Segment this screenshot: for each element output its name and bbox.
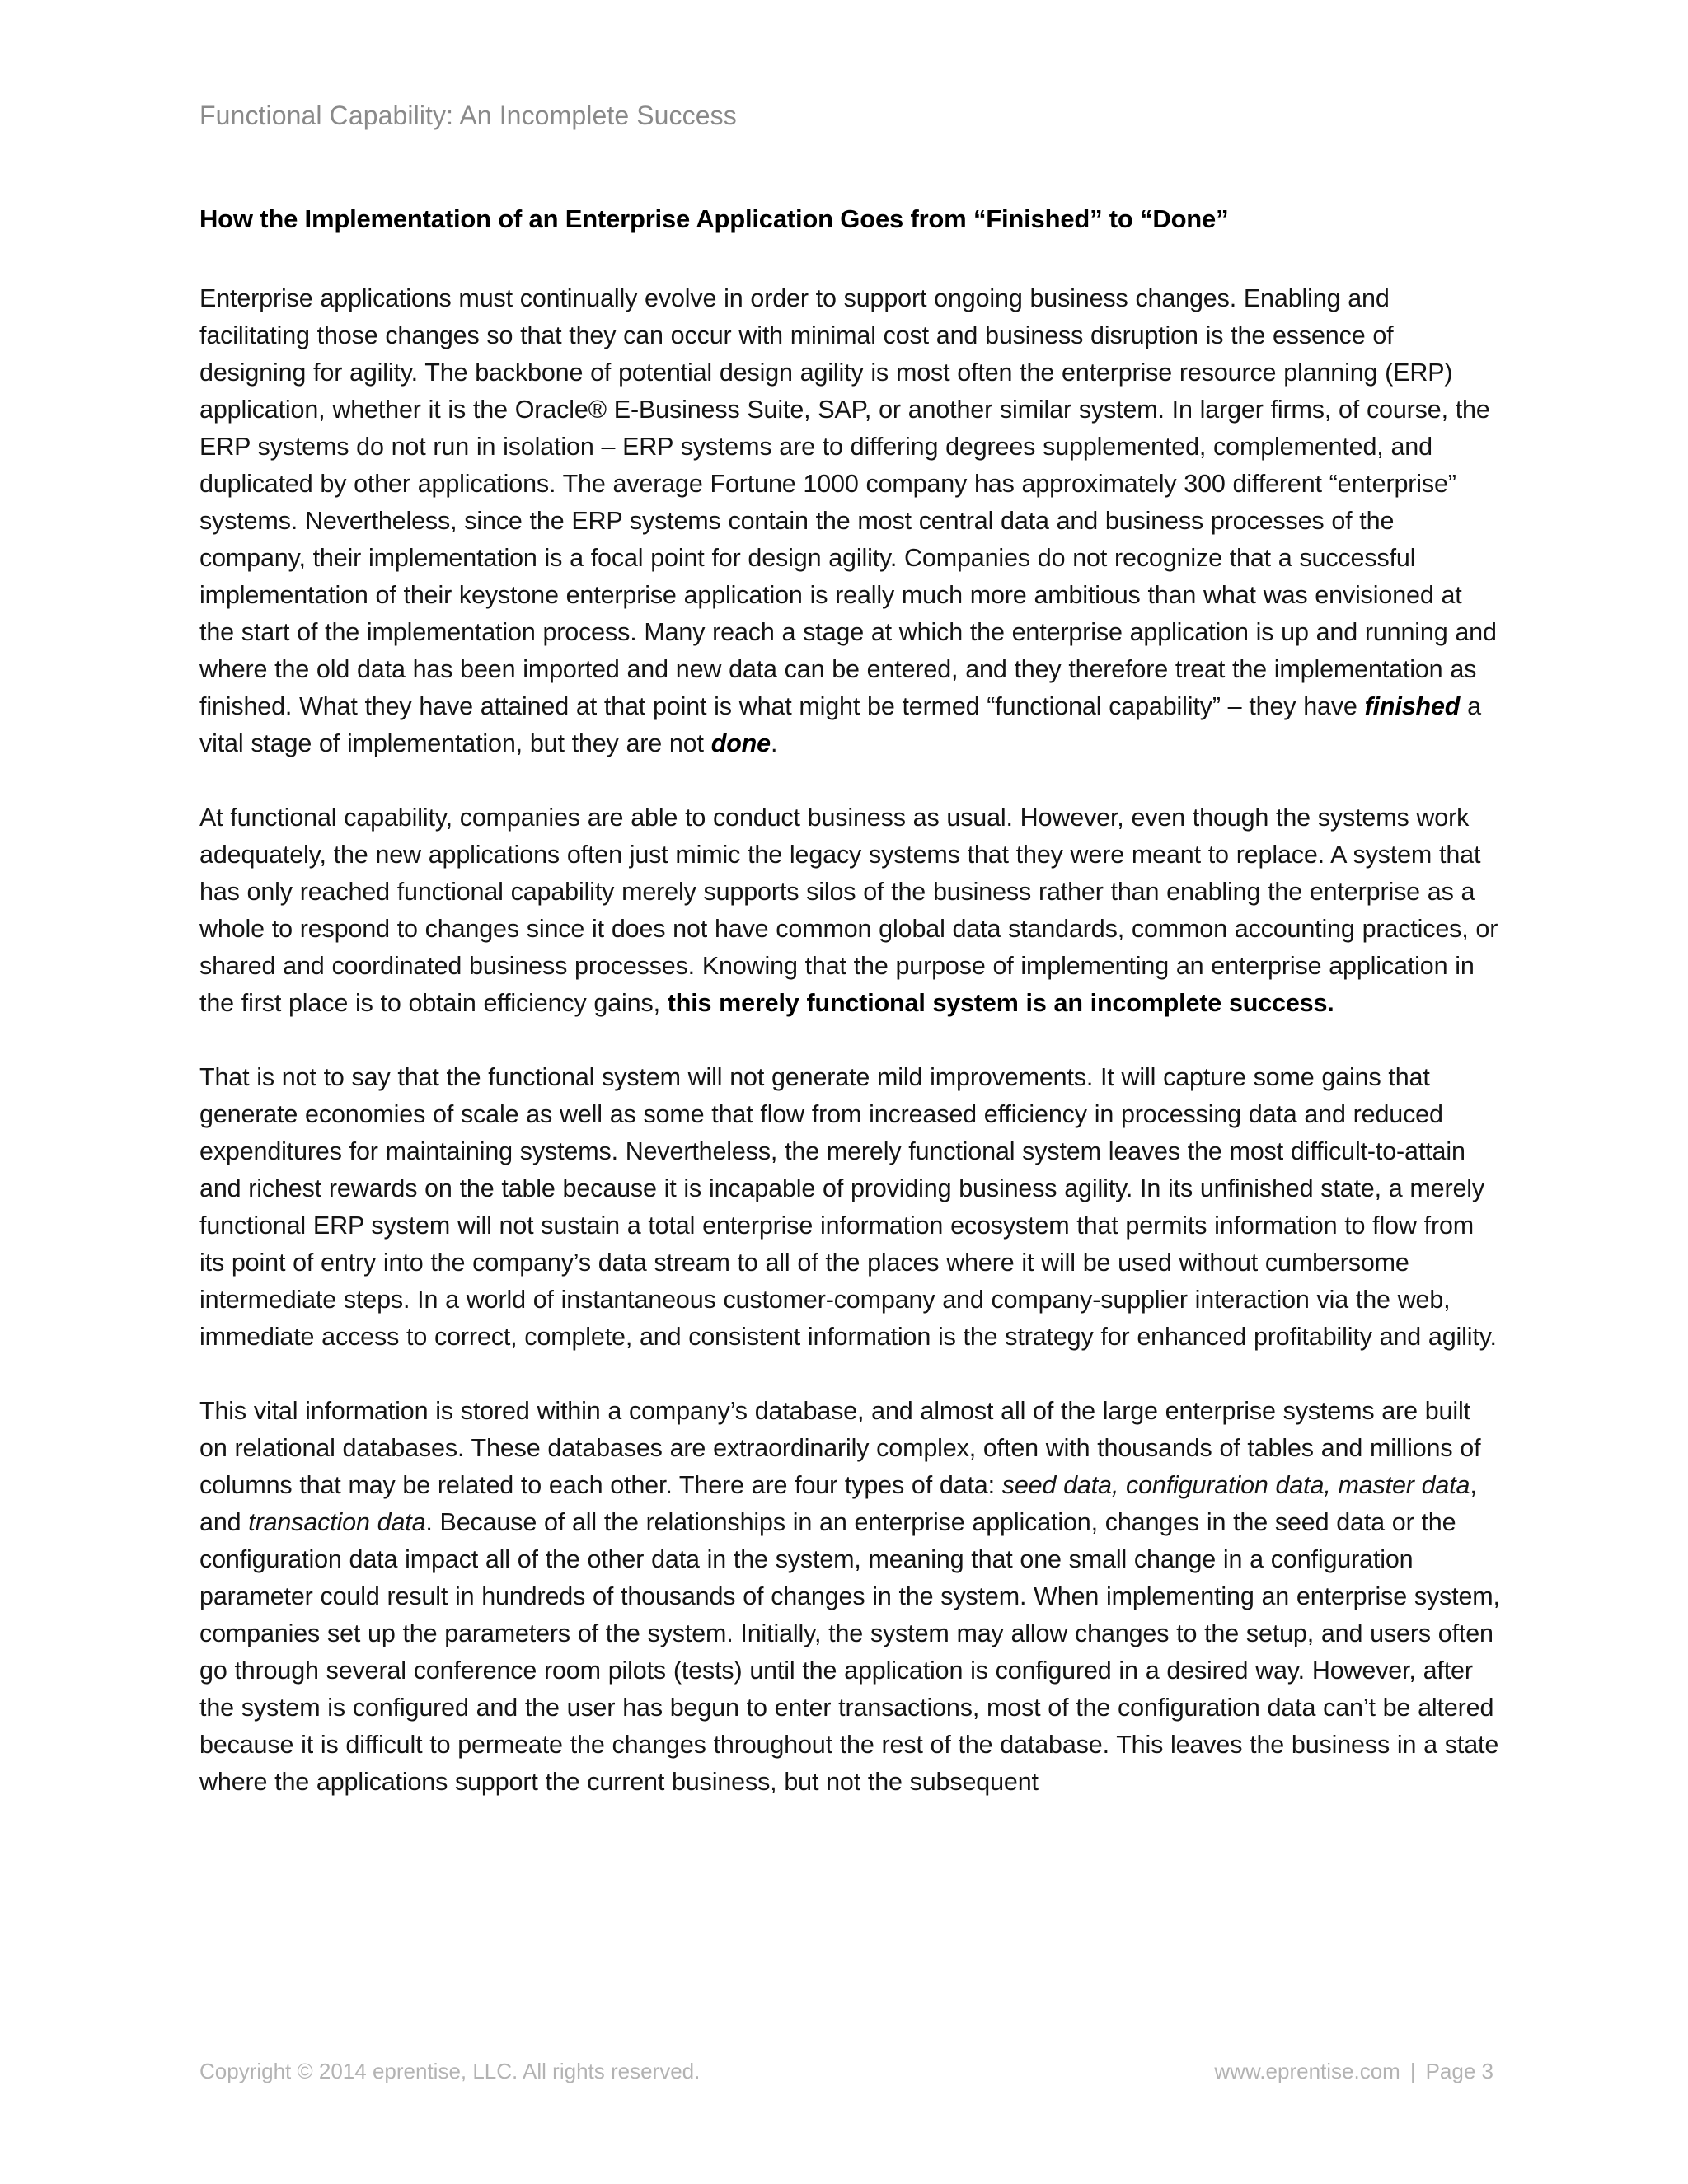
paragraph-4 [199, 1393, 1502, 1801]
paragraph-4-text: This vital information is stored within a company’s database, and almost all of the large enterprise systems are built on relational databases. These databases are extraordinarily complex, often with thousands of tables and millions of columns that may be related to each other. There are four types of data: [199, 1397, 1481, 1499]
emphasis-done: done [710, 729, 771, 757]
footer-separator: | [1409, 2059, 1416, 2083]
emphasis-finished: finished [1364, 692, 1461, 720]
paragraph-4-mid: , and [199, 1471, 1477, 1536]
article-body [199, 201, 1502, 1838]
paragraph-2-text: At functional capability, companies are able to conduct business as usual. However, even though the systems work adequately, the new applications often just mimic the legacy systems that they were meant to replace. A system that has only reached functional capability merely supports silos of the business rather than enabling the enterprise as a whole to respond to changes since it does not have common global data standards, common accounting practices, or shared and coordinated business processes. Knowing that the purpose of implementing an enterprise application in the first place is to obtain efficiency gains, [199, 804, 1498, 1017]
footer-right [1214, 2059, 1493, 2084]
page-number: Page 3 [1425, 2059, 1493, 2083]
footer-copyright: Copyright © 2014 eprentise, LLC. All rights reserved. [199, 2059, 701, 2083]
paragraph-2 [199, 799, 1502, 1022]
footer-website-link[interactable]: www.eprentise.com [1214, 2059, 1400, 2083]
paragraph-2-bold: this merely functional system is an incomplete success. [667, 989, 1334, 1017]
section-heading: How the Implementation of an Enterprise Application Goes from “Finished” to “Done” [199, 204, 1229, 233]
paragraph-1-end: . [770, 729, 778, 757]
paragraph-1-text: Enterprise applications must continually evolve in order to support ongoing business changes. Enabling and facilitating those changes so that they can occur with minimal cost and business disruption is the essence of designing for agility. The backbone of potential design agility is most often the enterprise resource planning (ERP) application, whether it is the Oracle® E-Business Suite, SAP, or another similar system. In larger firms, of course, the ERP systems do not run in isolation – ERP systems are to differing degrees supplemented, complemented, and duplicated by other applications. The average Fortune 1000 company has approximately 300 different “enterprise” systems. Nevertheless, since the ERP systems contain the most central data and business processes of the company, their implementation is a focal point for design agility. Companies do not recognize that a successful implementation of their keystone enterprise application is really much more ambitious than what was envisioned at the start of the implementation process. Many reach a stage at which the enterprise application is up and running and where the old data has been imported and new data can be entered, and they therefore treat the implementation as finished. What they have attained at that point is what might be termed “functional capability” – they have [199, 284, 1497, 720]
data-types-italic-1: seed data, configuration data, master data [1001, 1471, 1470, 1499]
data-types-italic-2: transaction data [248, 1508, 426, 1536]
running-header: Functional Capability: An Incomplete Success [199, 101, 737, 130]
paragraph-4-end: . Because of all the relationships in an enterprise application, changes in the seed data or the configuration data impact all of the other data in the system, meaning that one small change in a configuration parameter could result in hundreds of thousands of changes in the system. When implementing an enterprise system, companies set up the parameters of the system. Initially, the system may allow changes to the setup, and users often go through several conference room pilots (tests) until the application is configured in a desired way. However, after the system is configured and the user has begun to enter transactions, most of the configuration data can’t be altered because it is difficult to permeate the changes throughout the rest of the database. This leaves the business in a state where the applications support the current business, but not the subsequent [199, 1508, 1500, 1796]
paragraph-1-mid: a vital stage of implementation, but they are not [199, 692, 1481, 757]
paragraph-1 [199, 280, 1502, 762]
paragraph-3: That is not to say that the functional system will not generate mild improvements. It will capture some gains that generate economies of scale as well as some that flow from increased efficiency in processing data and reduced expenditures for maintaining systems. Nevertheless, the merely functional system leaves the most difficult-to-attain and richest rewards on the table because it is incapable of providing business agility. In its unfinished state, a merely functional ERP system will not sustain a total enterprise information ecosystem that permits information to flow from its point of entry into the company’s data stream to all of the places where it will be used without cumbersome intermediate steps. In a world of instantaneous customer-company and company-supplier interaction via the web, immediate access to correct, complete, and consistent information is the strategy for enhanced profitability and agility. [199, 1063, 1497, 1351]
